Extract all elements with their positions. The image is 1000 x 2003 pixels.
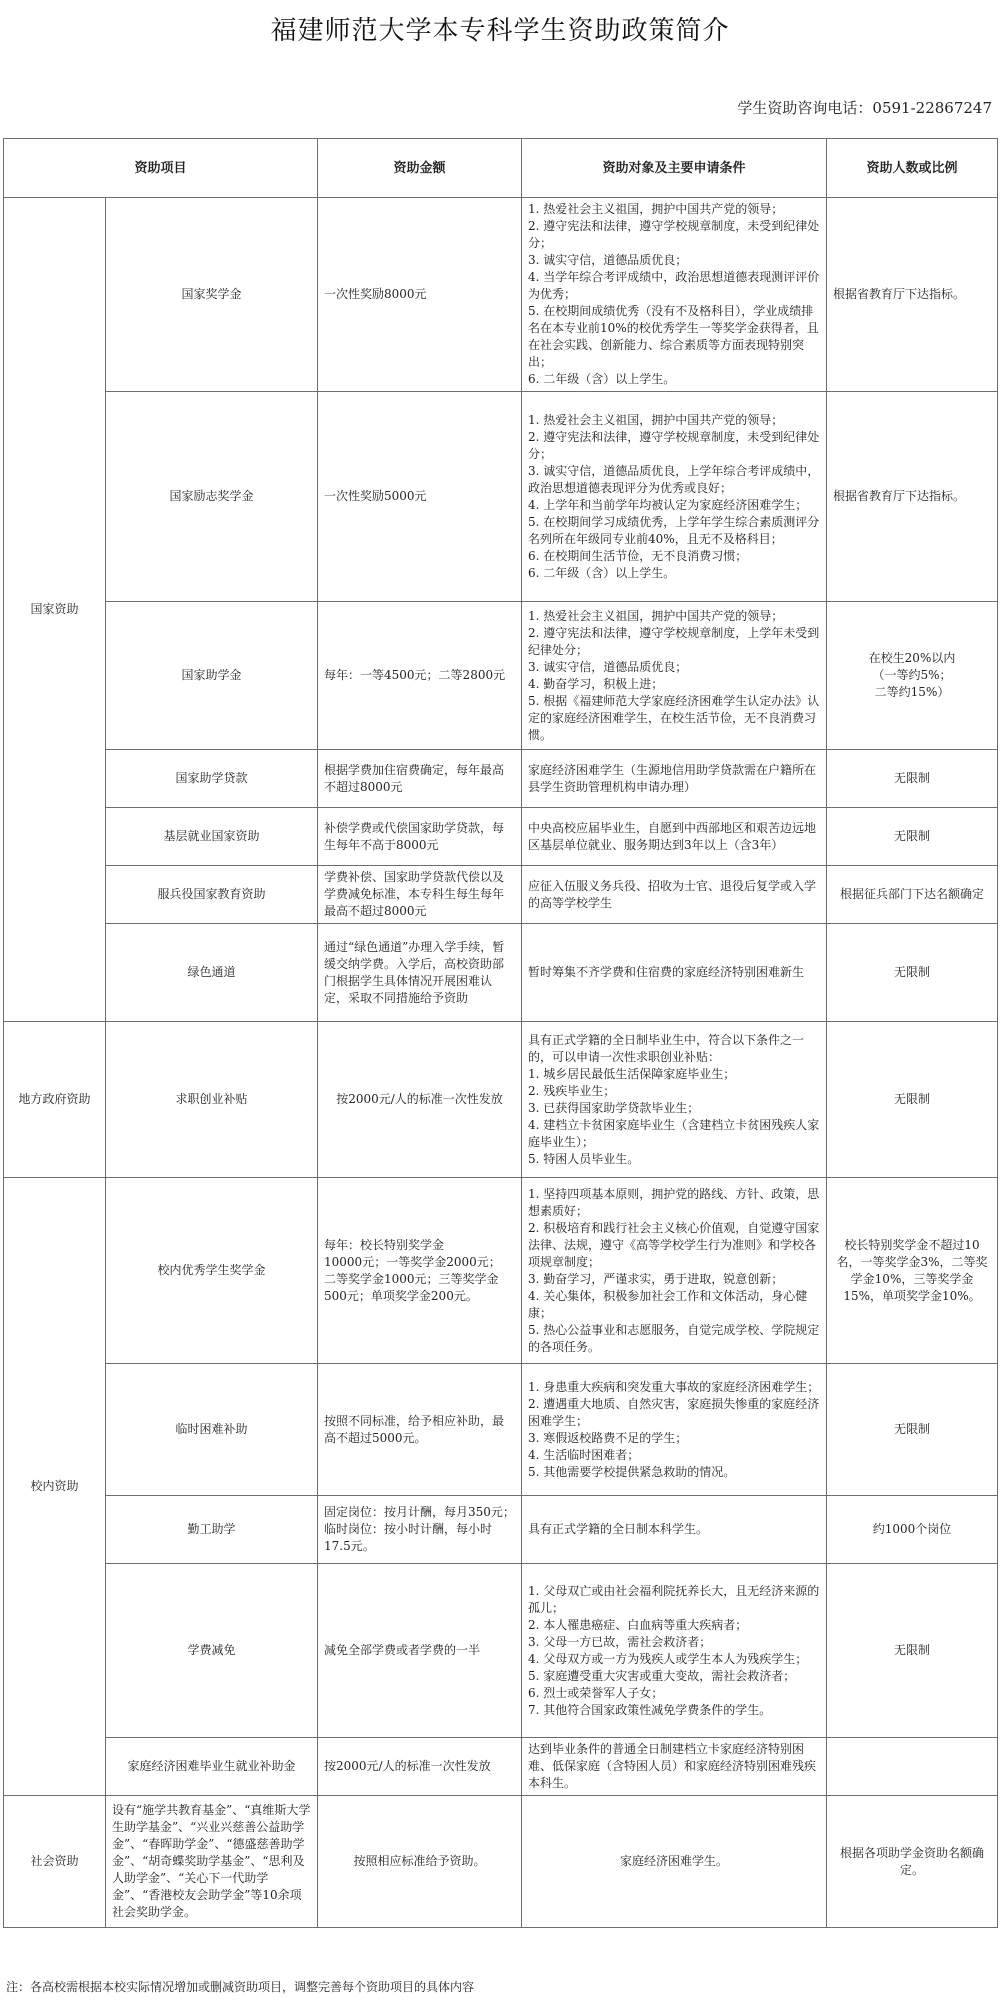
quota-cell: 约1000个岗位 — [827, 1496, 998, 1564]
amount-line: 每年：校长特别奖学金 — [324, 1237, 445, 1252]
conditions-cell — [522, 1364, 827, 1496]
footnote: 注：各高校需根据本校实际情况增加或删减资助项目，调整完善每个资助项目的具体内容 — [6, 1980, 475, 1994]
condition-line: 3. 已获得国家助学贷款毕业生； — [528, 1100, 700, 1115]
table-row — [4, 1738, 998, 1796]
header-conditions: 资助对象及主要申请条件 — [522, 139, 827, 198]
project-name: 基层就业国家资助 — [106, 808, 318, 866]
condition-line: 5. 根据《福建师范大学家庭经济困难学生认定办法》认定的家庭经济困难学生，在校生活节俭，无不良消费习惯。 — [528, 693, 820, 742]
amount-cell: 减免全部学费或者学费的一半 — [318, 1564, 522, 1738]
quota-line: （一等约5%； — [872, 668, 952, 682]
condition-line: 4. 上学年和当前学年均被认定为家庭经济困难学生； — [528, 497, 808, 512]
project-name: 求职创业补贴 — [106, 1022, 318, 1178]
amount-cell: 一次性奖励8000元 — [318, 198, 522, 392]
condition-line: 2. 遵守宪法和法律，遵守学校规章制度，未受到纪律处分； — [528, 429, 820, 461]
conditions-cell: 达到毕业条件的普通全日制建档立卡家庭经济特别困难、低保家庭（含特困人员）和家庭经济特别困难残疾本科生。 — [522, 1738, 827, 1796]
category-social: 社会资助 — [4, 1796, 106, 1928]
condition-line: 5. 其他需要学校提供紧急救助的情况。 — [528, 1464, 736, 1479]
table-row — [4, 1496, 998, 1564]
conditions-cell — [522, 198, 827, 392]
quota-cell: 无限制 — [827, 1564, 998, 1738]
condition-line: 6. 在校期间生活节俭，无不良消费习惯； — [528, 548, 748, 563]
condition-line: 2. 残疾毕业生； — [528, 1083, 616, 1098]
policy-table — [3, 138, 998, 1928]
amount-line: 固定岗位：按月计酬，每月350元； — [324, 1505, 515, 1519]
table-row — [4, 866, 998, 924]
consult-phone: 学生资助咨询电话：0591-22867247 — [737, 99, 992, 117]
amount-line: 二等奖学金1000元；三等奖学金 — [324, 1271, 499, 1286]
project-name: 临时困难补助 — [106, 1364, 318, 1496]
project-name: 国家助学金 — [106, 602, 318, 750]
conditions-cell — [522, 602, 827, 750]
project-name: 服兵役国家教育资助 — [106, 866, 318, 924]
header-quota: 资助人数或比例 — [827, 139, 998, 198]
category-local-gov: 地方政府资助 — [4, 1022, 106, 1178]
table-row — [4, 1022, 998, 1178]
amount-line: 10000元；一等奖学金2000元； — [324, 1254, 501, 1269]
conditions-cell: 具有正式学籍的全日制本科学生。 — [522, 1496, 827, 1564]
condition-line: 4. 父母双方或一方为残疾人或学生本人为残疾学生； — [528, 1651, 808, 1666]
amount-cell: 学费补偿、国家助学贷款代偿以及学费减免标准，本专科生每生每年最高不超过8000元 — [318, 866, 522, 924]
project-name: 勤工助学 — [106, 1496, 318, 1564]
condition-line: 1. 热爱社会主义祖国，拥护中国共产党的领导； — [528, 412, 784, 427]
quota-cell: 无限制 — [827, 924, 998, 1022]
quota-cell: 根据各项助学金资助名额确定。 — [827, 1796, 998, 1928]
condition-line: 4. 关心集体，积极参加社会工作和文体活动，身心健康； — [528, 1288, 808, 1320]
table-row — [4, 392, 998, 602]
project-name: 绿色通道 — [106, 924, 318, 1022]
amount-cell: 补偿学费或代偿国家助学贷款，每生每年不高于8000元 — [318, 808, 522, 866]
conditions-cell — [522, 1178, 827, 1364]
condition-line: 1. 热爱社会主义祖国，拥护中国共产党的领导； — [528, 608, 784, 623]
condition-line: 2. 遵守宪法和法律，遵守学校规章制度，未受到纪律处分； — [528, 219, 820, 250]
quota-line: 二等约15%） — [874, 685, 950, 699]
condition-line: 1. 热爱社会主义祖国，拥护中国共产党的领导； — [528, 202, 784, 216]
condition-line: 3. 诚实守信，道德品质优良； — [528, 253, 688, 267]
page-title: 福建师范大学本专科学生资助政策简介 — [270, 16, 730, 46]
condition-line: 1. 父母双亡或由社会福利院抚养长大，且无经济来源的孤儿； — [528, 1583, 820, 1615]
condition-line: 5. 家庭遭受重大灾害或重大变故，需社会救济者； — [528, 1668, 796, 1683]
condition-line: 5. 热心公益事业和志愿服务，自觉完成学校、学院规定的各项任务。 — [528, 1322, 820, 1354]
quota-cell — [827, 1738, 998, 1796]
amount-line: 临时岗位：按小时计酬，每小时17.5元。 — [324, 1522, 493, 1553]
quota-line: 在校生20%以内 — [868, 651, 956, 665]
conditions-cell — [522, 1564, 827, 1738]
project-name: 设有“施学共教育基金”、“真维斯大学生助学基金”、“兴业兴慈善公益助学金”、“春晖助学金”、“德盛慈善助学金”、“胡奇蝶奖助学基金”、“思利及人助学金”、“关心下一代助学金”、“香港校友会助学金”等10余项社会奖助学金。 — [106, 1796, 318, 1928]
project-name: 国家励志奖学金 — [106, 392, 318, 602]
condition-line: 2. 遵守宪法和法律，遵守学校规章制度，上学年未受到纪律处分； — [528, 625, 820, 657]
table-header-row — [4, 139, 998, 198]
condition-line: 6. 烈士或荣誉军人子女； — [528, 1685, 664, 1700]
amount-cell: 按照不同标准，给予相应补助，最高不超过5000元。 — [318, 1364, 522, 1496]
condition-line: 3. 诚实守信，道德品质优良，上学年综合考评成绩中，政治思想道德表现评分为优秀或良好； — [528, 463, 820, 495]
condition-line: 6. 二年级（含）以上学生。 — [528, 372, 676, 386]
table-row — [4, 198, 998, 392]
table-row — [4, 602, 998, 750]
condition-line: 2. 遭遇重大地质、自然灾害，家庭损失惨重的家庭经济困难学生； — [528, 1396, 820, 1428]
quota-cell: 根据省教育厅下达指标。 — [827, 198, 998, 392]
condition-line: 4. 当学年综合考评成绩中，政治思想道德表现测评评价为优秀； — [528, 270, 820, 301]
quota-cell: 无限制 — [827, 1022, 998, 1178]
amount-cell: 通过“绿色通道”办理入学手续，暂缓交纳学费。入学后，高校资助部门根据学生具体情况开展困难认定，采取不同措施给予资助 — [318, 924, 522, 1022]
amount-cell: 按2000元/人的标准一次性发放 — [318, 1738, 522, 1796]
conditions-cell — [522, 1022, 827, 1178]
table-row — [4, 1796, 998, 1928]
quota-cell: 根据征兵部门下达名额确定 — [827, 866, 998, 924]
table-row — [4, 924, 998, 1022]
amount-cell: 每年：一等4500元；二等2800元 — [318, 602, 522, 750]
amount-cell: 一次性奖励5000元 — [318, 392, 522, 602]
condition-line: 6. 二年级（含）以上学生。 — [528, 565, 676, 580]
condition-line: 5. 特困人员毕业生。 — [528, 1151, 640, 1166]
condition-line: 1. 坚持四项基本原则，拥护党的路线、方针、政策，思想素质好； — [528, 1186, 820, 1218]
table-row — [4, 750, 998, 808]
condition-line: 2. 本人罹患癌症、白血病等重大疾病者； — [528, 1617, 748, 1632]
condition-line: 7. 其他符合国家政策性减免学费条件的学生。 — [528, 1702, 772, 1717]
project-name: 家庭经济困难毕业生就业补助金 — [106, 1738, 318, 1796]
amount-cell: 根据学费加住宿费确定，每年最高不超过8000元 — [318, 750, 522, 808]
conditions-cell — [522, 392, 827, 602]
condition-line: 3. 寒假返校路费不足的学生； — [528, 1430, 688, 1445]
table-row — [4, 1564, 998, 1738]
condition-line: 5. 在校期间学习成绩优秀，上学年学生综合素质测评分名列所在年级同专业前40%，且无不及格科目； — [528, 514, 820, 546]
header-amount: 资助金额 — [318, 139, 522, 198]
quota-cell: 根据省教育厅下达指标。 — [827, 392, 998, 602]
quota-cell: 无限制 — [827, 1364, 998, 1496]
quota-cell: 校长特别奖学金不超过10名，一等奖学金3%，二等奖学金10%，三等奖学金15%，单项奖学金10%。 — [827, 1178, 998, 1364]
condition-line: 4. 建档立卡贫困家庭毕业生（含建档立卡贫困残疾人家庭毕业生）； — [528, 1117, 820, 1149]
condition-line: 4. 生活临时困难者； — [528, 1447, 640, 1462]
table-row — [4, 1178, 998, 1364]
category-on-campus: 校内资助 — [4, 1178, 106, 1796]
condition-line: 1. 城乡居民最低生活保障家庭毕业生； — [528, 1066, 736, 1081]
amount-cell — [318, 1496, 522, 1564]
condition-line: 3. 勤奋学习，严谨求实，勇于进取，锐意创新； — [528, 1271, 784, 1286]
condition-line: 1. 身患重大疾病和突发重大事故的家庭经济困难学生； — [528, 1379, 820, 1394]
quota-cell — [827, 602, 998, 750]
conditions-cell: 暂时筹集不齐学费和住宿费的家庭经济特别困难新生 — [522, 924, 827, 1022]
project-name: 国家奖学金 — [106, 198, 318, 392]
quota-cell: 无限制 — [827, 808, 998, 866]
conditions-cell: 应征入伍服义务兵役、招收为士官、退役后复学或入学的高等学校学生 — [522, 866, 827, 924]
condition-line: 3. 父母一方已故，需社会救济者； — [528, 1634, 712, 1649]
conditions-cell: 中央高校应届毕业生，自愿到中西部地区和艰苦边远地区基层单位就业、服务期达到3年以上（含3年） — [522, 808, 827, 866]
amount-cell: 按照相应标准给予资助。 — [318, 1796, 522, 1928]
project-name: 学费减免 — [106, 1564, 318, 1738]
quota-cell: 无限制 — [827, 750, 998, 808]
category-national: 国家资助 — [4, 198, 106, 1022]
table-row — [4, 808, 998, 866]
project-name: 校内优秀学生奖学金 — [106, 1178, 318, 1364]
project-name: 国家助学贷款 — [106, 750, 318, 808]
amount-cell — [318, 1178, 522, 1364]
amount-line: 500元；单项奖学金200元。 — [324, 1288, 478, 1303]
conditions-cell: 家庭经济困难学生。 — [522, 1796, 827, 1928]
condition-line: 具有正式学籍的全日制毕业生中，符合以下条件之一的，可以申请一次性求职创业补贴： — [528, 1032, 805, 1064]
amount-cell: 按2000元/人的标准一次性发放 — [318, 1022, 522, 1178]
condition-line: 2. 积极培育和践行社会主义核心价值观，自觉遵守国家法律、法规，遵守《高等学校学生行为准则》和学校各项规章制度； — [528, 1220, 820, 1269]
conditions-cell: 家庭经济困难学生（生源地信用助学贷款需在户籍所在县学生资助管理机构申请办理） — [522, 750, 827, 808]
condition-line: 5. 在校期间成绩优秀（没有不及格科目），学业成绩排名在本专业前10%的校优秀学生一等奖学金获得者，且在社会实践、创新能力、综合素质等方面表现特别突出； — [528, 304, 819, 369]
header-project: 资助项目 — [4, 139, 318, 198]
condition-line: 4. 勤奋学习，积极上进； — [528, 676, 664, 691]
condition-line: 3. 诚实守信，道德品质优良； — [528, 659, 688, 674]
table-row — [4, 1364, 998, 1496]
